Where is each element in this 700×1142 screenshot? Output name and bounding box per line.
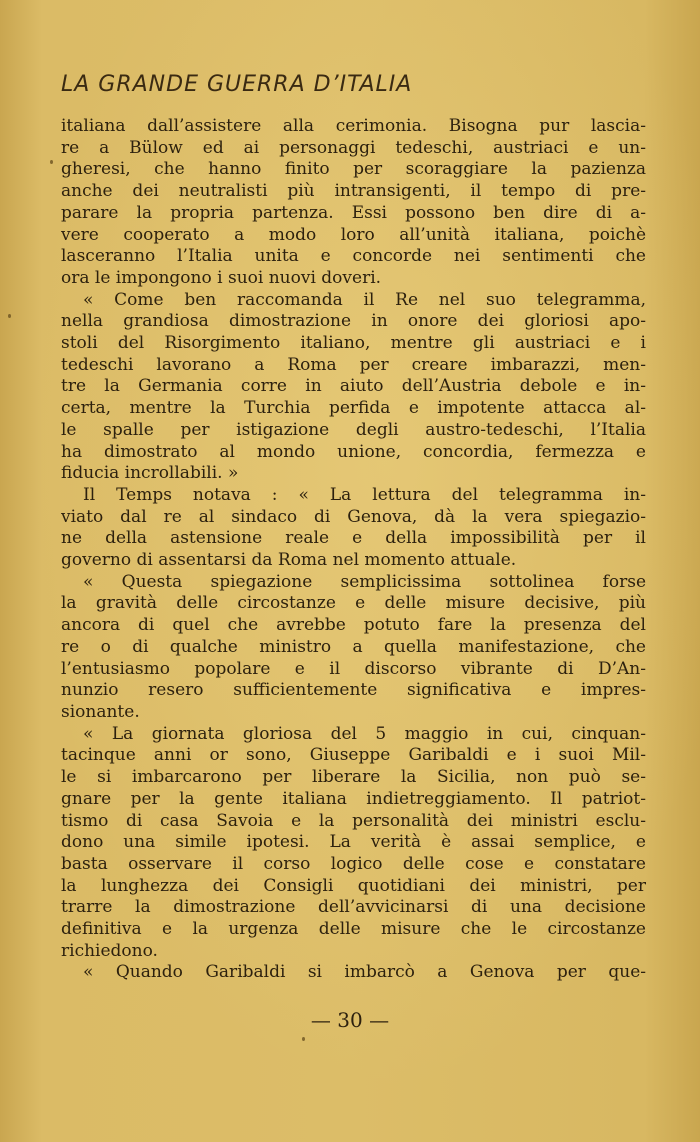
text-line: ha dimostrato al mondo unione, concordia, fermezza e [61, 441, 646, 462]
text-line: « Questa spiegazione semplicissima sottolinea forse [83, 571, 646, 592]
text-line: stoli del Risorgimento italiano, mentre gli austriaci e i [61, 333, 646, 354]
text-line: dono una simile ipotesi. La verità è assai semplice, e [61, 832, 646, 853]
text-line: sionante. [61, 701, 140, 722]
text-line: « Quando Garibaldi si imbarcò a Genova per que- [83, 962, 646, 983]
text-line: governo di assentarsi da Roma nel momento attuale. [61, 550, 517, 571]
print-speck [50, 160, 53, 164]
text-line: gnare per la gente italiana indietreggiamento. Il patriot- [61, 788, 646, 809]
text-line: trarre la dimostrazione dell’avvicinarsi di una decisione [61, 897, 646, 918]
text-line: ora le impongono i suoi nuovi doveri. [61, 267, 382, 288]
text-line: re o di qualche ministro a quella manifestazione, che [61, 636, 646, 657]
text-line: anche dei neutralisti più intransigenti, il tempo di pre- [61, 181, 646, 202]
text-line: le spalle per istigazione degli austro-tedeschi, l’Italia [61, 419, 646, 440]
text-line: « La giornata gloriosa del 5 maggio in cui, cinquan- [83, 723, 646, 744]
text-line: tismo di casa Savoia e la personalità dei ministri esclu- [61, 810, 646, 831]
text-line: ancora di quel che avrebbe potuto fare la presenza del [61, 615, 646, 636]
text-line: certa, mentre la Turchia perfida e impotente attacca al- [61, 398, 646, 419]
text-line: ne della astensione reale e della impossibilità per il [61, 528, 646, 549]
text-line: le si imbarcarono per liberare la Sicilia, non può se- [61, 767, 646, 788]
text-line: nunzio resero sufficientemente significativa e impres- [61, 680, 646, 701]
text-line: tedeschi lavorano a Roma per creare imbarazzi, men- [61, 354, 646, 375]
text-line: definitiva e la urgenza delle misure che le circostanze [61, 919, 646, 940]
text-line: la lunghezza dei Consigli quotidiani dei ministri, per [61, 875, 646, 896]
page-body-text [61, 116, 646, 984]
text-line: fiducia incrollabili. » [61, 463, 239, 484]
text-line: tre la Germania corre in aiuto dell’Austria debole e in- [61, 376, 646, 397]
text-line: parare la propria partenza. Essi possono ben dire di a- [61, 202, 646, 223]
print-speck [302, 1037, 305, 1041]
text-line: basta osservare il corso logico delle cose e constatare [61, 853, 646, 874]
text-line: gheresi, che hanno finito per scoraggiare la pazienza [61, 159, 646, 180]
text-line: italiana dall’assistere alla cerimonia. Bisogna pur lascia- [61, 116, 646, 136]
text-line: vere cooperato a modo loro all’unità italiana, poichè [61, 224, 646, 245]
text-line: « Come ben raccomanda il Re nel suo telegramma, [83, 289, 646, 310]
text-line: viato dal re al sindaco di Genova, dà la vera spiegazio- [61, 506, 646, 527]
text-line: Il Temps notava : « La lettura del telegramma in- [83, 484, 646, 505]
text-line: richiedono. [61, 940, 158, 961]
text-line: lasceranno l’Italia unita e concorde nei sentimenti che [61, 246, 646, 267]
print-speck [8, 314, 11, 318]
running-head-title: LA GRANDE GUERRA D’ITALIA [61, 72, 413, 97]
text-line: l’entusiasmo popolare e il discorso vibrante di D’An- [61, 658, 646, 679]
text-line: la gravità delle circostanze e delle misure decisive, più [61, 593, 646, 614]
page-number: — 30 — [310, 1008, 390, 1032]
text-line: re a Bülow ed ai personaggi tedeschi, austriaci e un- [61, 137, 646, 158]
text-line: nella grandiosa dimostrazione in onore dei gloriosi apo- [61, 311, 646, 332]
text-line: tacinque anni or sono, Giuseppe Garibaldi e i suoi Mil- [61, 745, 646, 766]
